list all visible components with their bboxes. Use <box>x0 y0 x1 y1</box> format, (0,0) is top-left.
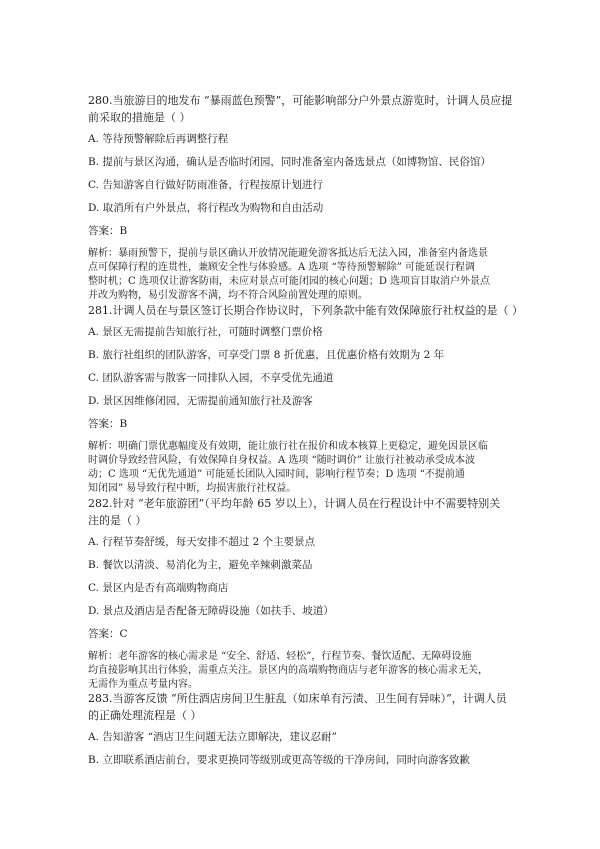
question-stem <box>88 302 523 319</box>
explanation <box>88 440 518 496</box>
question-stem <box>88 495 518 529</box>
stem-line: 280.当旅游目的地发布 “暴雨蓝色预警”，可能影响部分户外景点游览时，计调人员应提 <box>88 94 513 107</box>
option-a: A. 告知游客 “酒店卫生问题无法立即解决，建议忍耐” <box>88 731 337 743</box>
question-280 <box>88 92 518 303</box>
option-b: B. 餐饮以清淡、易消化为主，避免辛辣刺激菜品 <box>88 559 313 571</box>
explanation-line: 并改为购物，易引发游客不满，均不符合风险前置处理的原则。 <box>88 290 368 301</box>
answer: 答案：C <box>88 628 128 640</box>
stem-line: 的正确处理流程是（ ） <box>88 709 202 722</box>
explanation-line: 动；C 选项 “无优先通道” 可能延长团队入园时间，影响行程节奏；D 选项 “不提前通 <box>88 469 465 480</box>
stem-line: 282.针对 “老年旅游团”（平均年龄 65 岁以上），计调人员在行程设计中不需要特别关 <box>88 497 501 510</box>
explanation-line: 解析：明确门票优惠幅度及有效期，能让旅行社在报价和成本核算上更稳定，避免因景区临 <box>88 441 488 452</box>
explanation <box>88 247 518 303</box>
option-c: C. 告知游客自行做好防雨准备，行程按原计划进行 <box>88 179 323 191</box>
explanation <box>88 650 518 692</box>
stem-line: 281.计调人员在与景区签订长期合作协议时，下列条款中能有效保障旅行社权益的是（ ） <box>88 304 523 317</box>
question-stem <box>88 92 518 126</box>
stem-line: 前采取的措施是（ ） <box>88 111 191 124</box>
explanation-line: 时调价导致经营风险，有效保障自身权益。A 选项 “随时调价” 让旅行社被动承受成本波 <box>88 455 475 466</box>
stem-line: 注的是（ ） <box>88 514 147 527</box>
option-c: C. 团队游客需与散客一同排队入园，不享受优先通道 <box>88 372 334 384</box>
explanation-line: 解析：暴雨预警下，提前与景区确认开放情况能避免游客抵达后无法入园，准备室内备选景 <box>88 248 488 259</box>
option-b: B. 提前与景区沟通，确认是否临时闭园，同时准备室内备选景点（如博物馆、民俗馆） <box>88 156 491 168</box>
answer: 答案：B <box>88 418 128 430</box>
option-a: A. 等待预警解除后再调整行程 <box>88 133 229 145</box>
option-c: C. 景区内是否有高端购物商店 <box>88 582 229 594</box>
question-283 <box>88 690 518 767</box>
option-d: D. 取消所有户外景点，将行程改为购物和自由活动 <box>88 202 324 214</box>
explanation-line: 整时机；C 选项仅让游客防雨，未应对景点可能闭园的核心问题；D 选项盲目取消户外景点 <box>88 276 491 287</box>
option-a: A. 行程节奏舒缓，每天安排不超过 2 个主要景点 <box>88 536 316 548</box>
option-a: A. 景区无需提前告知旅行社，可随时调整门票价格 <box>88 326 323 338</box>
option-b: B. 立即联系酒店前台，要求更换同等级别或更高等级的干净房间，同时向游客致歉 <box>88 754 470 766</box>
explanation-line: 解析：老年游客的核心需求是 “安全、舒适、轻松”，行程节奏、餐饮适配、无障碍设施 <box>88 651 472 662</box>
explanation-line: 均直接影响其出行体验，需重点关注。景区内的高端购物商店与老年游客的核心需求无关， <box>88 665 488 676</box>
explanation-line: 点可保障行程的连贯性，兼顾安全性与体验感。A 选项 “等待预警解除” 可能延误行程调 <box>88 262 475 273</box>
question-stem <box>88 690 518 724</box>
explanation-line: 无需作为重点考量内容。 <box>88 679 198 690</box>
option-d: D. 景区因维修闭园，无需提前通知旅行社及游客 <box>88 395 313 407</box>
option-d: D. 景点及酒店是否配备无障碍设施（如扶手、坡道） <box>88 605 334 617</box>
stem-line: 283.当游客反馈 “所住酒店房间卫生脏乱（如床单有污渍、卫生间有异味）”，计调人员 <box>88 692 507 705</box>
answer: 答案：B <box>88 225 128 237</box>
question-282 <box>88 495 518 692</box>
option-b: B. 旅行社组织的团队游客，可享受门票 8 折优惠，且优惠价格有效期为 2 年 <box>88 349 445 361</box>
question-281 <box>88 302 523 496</box>
explanation-line: 知闭园” 易导致行程中断，均损害旅行社权益。 <box>88 483 297 494</box>
